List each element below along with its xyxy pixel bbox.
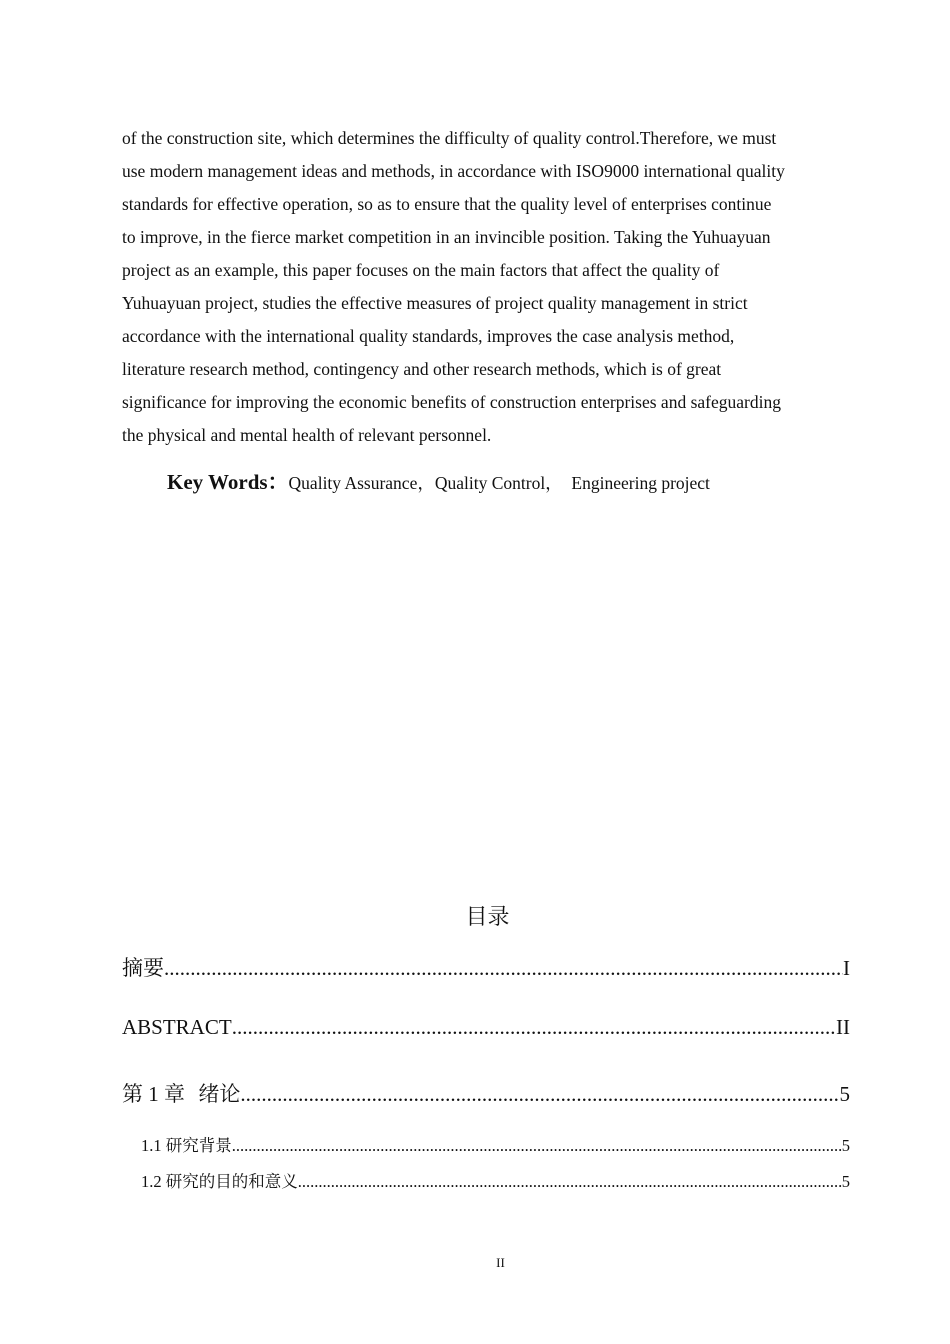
toc-entry-label: 第 1 章 绪论 (122, 1082, 241, 1106)
toc-entry-label: ABSTRACT (122, 1015, 232, 1039)
toc-entry-label: 1.2 研究的目的和意义 (141, 1172, 298, 1191)
toc-leader-dots (240, 1082, 839, 1107)
abstract-line: accordance with the international quality standards, improves the case analysis method, (122, 326, 735, 346)
toc-title: 目录 (465, 905, 510, 930)
toc-entry-abstract-cn[interactable] (122, 952, 850, 982)
toc-entry-page: 5 (841, 1136, 850, 1155)
toc-leader-dots (298, 1172, 842, 1192)
abstract-line: project as an example, this paper focuses on the main factors that affect the quality of (122, 260, 720, 280)
abstract-line: use modern management ideas and methods, in accordance with ISO9000 international quality (122, 161, 785, 181)
abstract-line: to improve, in the fierce market competition in an invincible position. Taking the Yuhuayuan (122, 227, 771, 247)
abstract-line: significance for improving the economic benefits of construction enterprises and safeguarding (122, 392, 781, 412)
toc-entry-chapter-1[interactable] (122, 1078, 850, 1108)
keywords (167, 466, 710, 500)
abstract-line: the physical and mental health of relevant personnel. (122, 425, 492, 445)
abstract-line: literature research method, contingency and other research methods, which is of great (122, 359, 722, 379)
toc-leader-dots (164, 956, 843, 981)
toc-entry-page: II (836, 1015, 850, 1039)
toc-entry-page: 5 (839, 1082, 850, 1106)
toc-entry-section-1-2[interactable] (141, 1168, 850, 1192)
toc-leader-dots (232, 1015, 836, 1040)
page-number: II (496, 1255, 505, 1270)
abstract-line: standards for effective operation, so as to ensure that the quality level of enterprises continue (122, 194, 772, 214)
abstract-line: of the construction site, which determines the difficulty of quality control.Therefore, we must (122, 128, 777, 148)
toc-entry-abstract-en[interactable] (122, 1015, 850, 1040)
abstract-line: Yuhuayuan project, studies the effective measures of project quality management in strict (122, 293, 748, 313)
toc-entry-label: 1.1 研究背景 (141, 1136, 232, 1155)
keywords-label: Key Words： (167, 470, 289, 494)
toc-entry-page: 5 (841, 1172, 850, 1191)
toc-entry-section-1-1[interactable] (141, 1132, 850, 1156)
abstract-body (122, 122, 850, 452)
toc-leader-dots (232, 1136, 842, 1156)
toc-entry-label: 摘要 (122, 956, 164, 980)
toc-entry-page: I (843, 956, 850, 980)
keywords-value: Quality Assurance，Quality Control， Engineering project (288, 473, 710, 493)
